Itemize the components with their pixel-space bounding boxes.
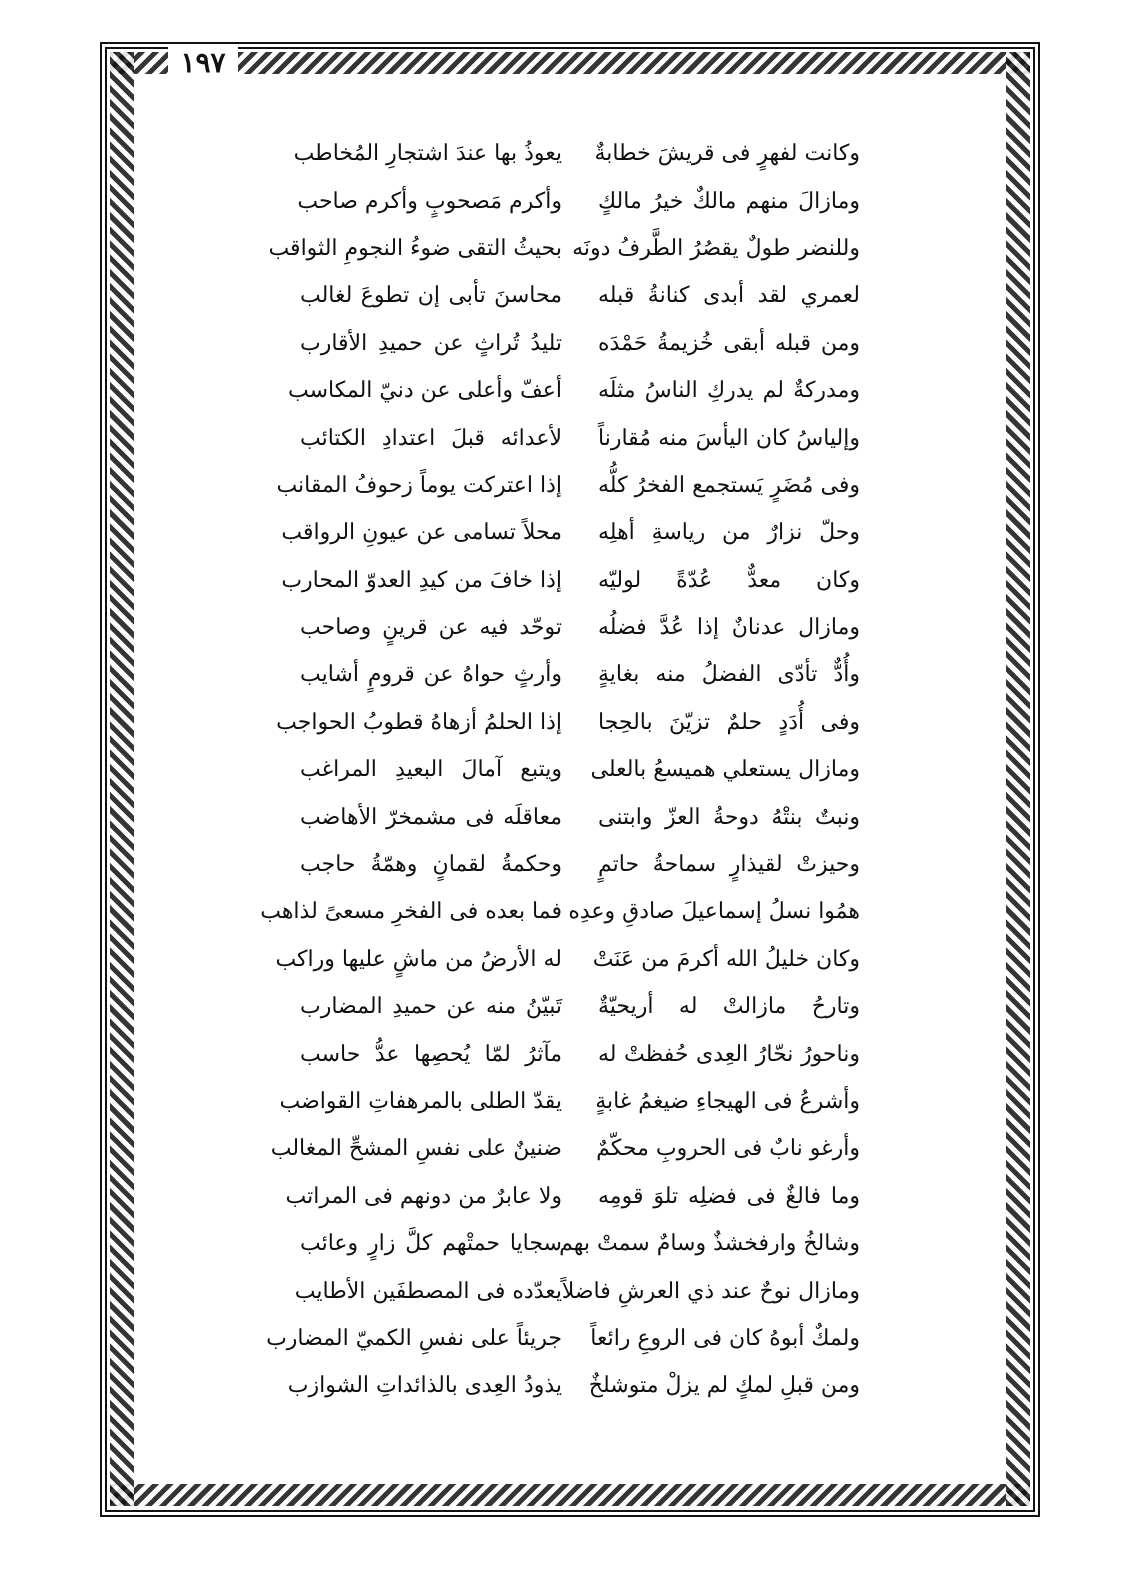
- verse-line: [281, 509, 860, 556]
- second-hemistich: له الأرضُ من ماشٍ عليها وراكب: [275, 946, 562, 972]
- verse-line: [276, 462, 860, 509]
- second-hemistich: يعدّده فى المصطفَين الأطايب: [294, 1278, 562, 1304]
- second-hemistich: ولا عابرٌ من دونهم فى المراتب: [285, 1183, 562, 1209]
- first-hemistich: وفى مُضَرٍ يَستجمع الفخرُ كلُّه: [598, 472, 860, 498]
- first-hemistich: ونبتٌ بنتْهُ دوحةُ العزّ وابتنى: [598, 804, 860, 830]
- second-hemistich: تليدُ تُراثٍ عن حميدِ الأقارب: [300, 330, 562, 356]
- second-hemistich: مآثرُ لمّا يُحصِها عدُّ حاسب: [300, 1041, 562, 1067]
- verse-line: [276, 699, 860, 746]
- first-hemistich: وأرغو نابٌ فى الحروبِ محكّمٌ: [596, 1136, 860, 1162]
- second-hemistich: لأعدائه قبلَ اعتدادِ الكتائب: [300, 425, 562, 451]
- first-hemistich: وتارحُ مازالتْ له أريحيّةٌ: [598, 994, 860, 1020]
- first-hemistich: وما فالغٌ فى فضلِه تلوَ قومِه: [598, 1183, 860, 1209]
- second-hemistich: تَبيّنُ منه عن حميدِ المضارب: [300, 994, 562, 1020]
- first-hemistich: وحيزتْ لقيذارٍ سماحةُ حاتمٍ: [598, 852, 860, 878]
- second-hemistich: أعفّ وأعلى عن دنيّ المكاسب: [287, 378, 562, 404]
- verse-line: [270, 1125, 860, 1172]
- second-hemistich: إذا خافَ من كيدِ العدوّ المحارب: [281, 567, 562, 593]
- first-hemistich: وناحورُ نحّارُ العِدى حُفظتْ له: [598, 1041, 860, 1067]
- first-hemistich: ومدركةٌ لم يدركِ الناسُ مثلَه: [598, 378, 860, 404]
- verse-line: [275, 936, 860, 983]
- verse-line: [285, 1173, 860, 1220]
- second-hemistich: يعوذُ بها عندَ اشتجارِ المُخاطب: [293, 141, 562, 167]
- verse-line: [300, 983, 860, 1030]
- verse-line: [300, 320, 860, 367]
- verse-line: [279, 1078, 860, 1125]
- page-number: ١٩٧: [168, 46, 238, 80]
- verse-line: [300, 1220, 860, 1267]
- verse-line: [300, 414, 860, 461]
- verse-line: [294, 1267, 860, 1314]
- first-hemistich: ومازالَ منهم مالكٌ خيرُ مالكٍ: [598, 188, 860, 214]
- verse-line: [300, 604, 860, 651]
- first-hemistich: وكان خليلُ الله أكرمَ من عَنَتْ: [592, 946, 860, 972]
- poem: [260, 130, 860, 1410]
- first-hemistich: همُوا نسلُ إسماعيلَ صادقِ وعدِه: [568, 899, 860, 925]
- verse-line: [300, 1030, 860, 1077]
- first-hemistich: ومازال عدنانٌ إذا عُدَّ فضلُه: [598, 615, 860, 641]
- verse-line: [287, 1362, 860, 1409]
- first-hemistich: ومازال يستعلي هميسعُ بالعلى: [590, 757, 860, 783]
- first-hemistich: وأُدٌّ تأدّى الفضلُ منه بغايةٍ: [598, 662, 860, 688]
- first-hemistich: وفى أُدَدٍ حلمٌ تزيّنَ بالحِجا: [598, 709, 860, 735]
- verse-line: [293, 130, 860, 177]
- first-hemistich: لعمري لقد أبدى كنانةُ قبله: [598, 283, 860, 309]
- verse-line: [300, 746, 860, 793]
- first-hemistich: وكانت لفهرٍ فى قريشَ خطابةٌ: [594, 141, 860, 167]
- verse-line: [268, 225, 860, 272]
- second-hemistich: يقدّ الطلى بالمرهفاتِ القواضب: [279, 1089, 562, 1114]
- first-hemistich: ومن قبله أبقى خُزيمةُ حَمْدَه: [598, 330, 860, 356]
- verse-line: [300, 651, 860, 698]
- second-hemistich: وأرثٍ حواهُ عن قرومٍ أشايب: [300, 662, 562, 688]
- verse-line: [281, 557, 860, 604]
- first-hemistich: وللنضر طولٌ يقصُرُ الطَّرفُ دونَه: [572, 235, 860, 261]
- second-hemistich: ويتبع آمالَ البعيدِ المراغب: [300, 757, 562, 783]
- verse-line: [287, 367, 860, 414]
- second-hemistich: توحّد فيه عن قرينٍ وصاحب: [300, 615, 562, 641]
- second-hemistich: محلاً تسامى عن عيونِ الرواقب: [281, 520, 562, 546]
- verse-line: [300, 841, 860, 888]
- verse-line: [300, 272, 860, 319]
- first-hemistich: وكان معدٌّ عُدّةً لوليّه: [598, 567, 860, 593]
- verse-line: [297, 177, 860, 224]
- second-hemistich: ضنينٌ على نفسِ المشحِّ المغالب: [270, 1136, 562, 1162]
- second-hemistich: بحيثُ التقى ضوءُ النجومِ الثواقب: [268, 235, 562, 261]
- first-hemistich: وأشرعُ فى الهيجاءِ ضيغمُ غابةٍ: [595, 1089, 860, 1114]
- verse-line: [300, 793, 860, 840]
- first-hemistich: وحلّ نزارٌ من رياسةِ أهلِه: [598, 520, 860, 546]
- first-hemistich: وإلياسُ كان اليأسَ منه مُقارناً: [598, 425, 860, 451]
- second-hemistich: وحكمةُ لقمانٍ وهمّةُ حاجب: [300, 852, 562, 878]
- first-hemistich: ومازال نوحٌ عند ذي العرشِ فاضلاً: [561, 1278, 860, 1304]
- second-hemistich: فما بعده فى الفخرِ مسعىً لذاهب: [260, 899, 562, 925]
- first-hemistich: ومن قبلِ لمكٍ لم يزلْ متوشلخٌ: [588, 1373, 860, 1399]
- second-hemistich: يذودُ العِدى بالذائداتِ الشوازب: [287, 1373, 562, 1399]
- second-hemistich: إذا الحلمُ أزهاهُ قطوبُ الحواجب: [276, 709, 562, 735]
- second-hemistich: إذا اعتركت يوماً زحوفُ المقانب: [276, 472, 562, 498]
- second-hemistich: سجايا حمتْهم كلَّ زارٍ وعائب: [300, 1231, 562, 1257]
- second-hemistich: وأكرم مَصحوبٍ وأكرم صاحب: [297, 188, 562, 214]
- verse-line: [266, 1315, 860, 1362]
- second-hemistich: محاسنَ تأبى إن تطوعَ لغالب: [300, 283, 562, 309]
- first-hemistich: ولمكٌ أبوهُ كان فى الروعِ رائعاً: [590, 1325, 860, 1351]
- first-hemistich: وشالخُ وارفخشذٌ وسامٌ سمتْ بهم: [559, 1231, 860, 1257]
- second-hemistich: جريئاً على نفسِ الكميّ المضارب: [266, 1325, 562, 1351]
- second-hemistich: معاقلَه فى مشمخرّ الأهاضب: [300, 804, 562, 830]
- verse-line: [260, 888, 860, 935]
